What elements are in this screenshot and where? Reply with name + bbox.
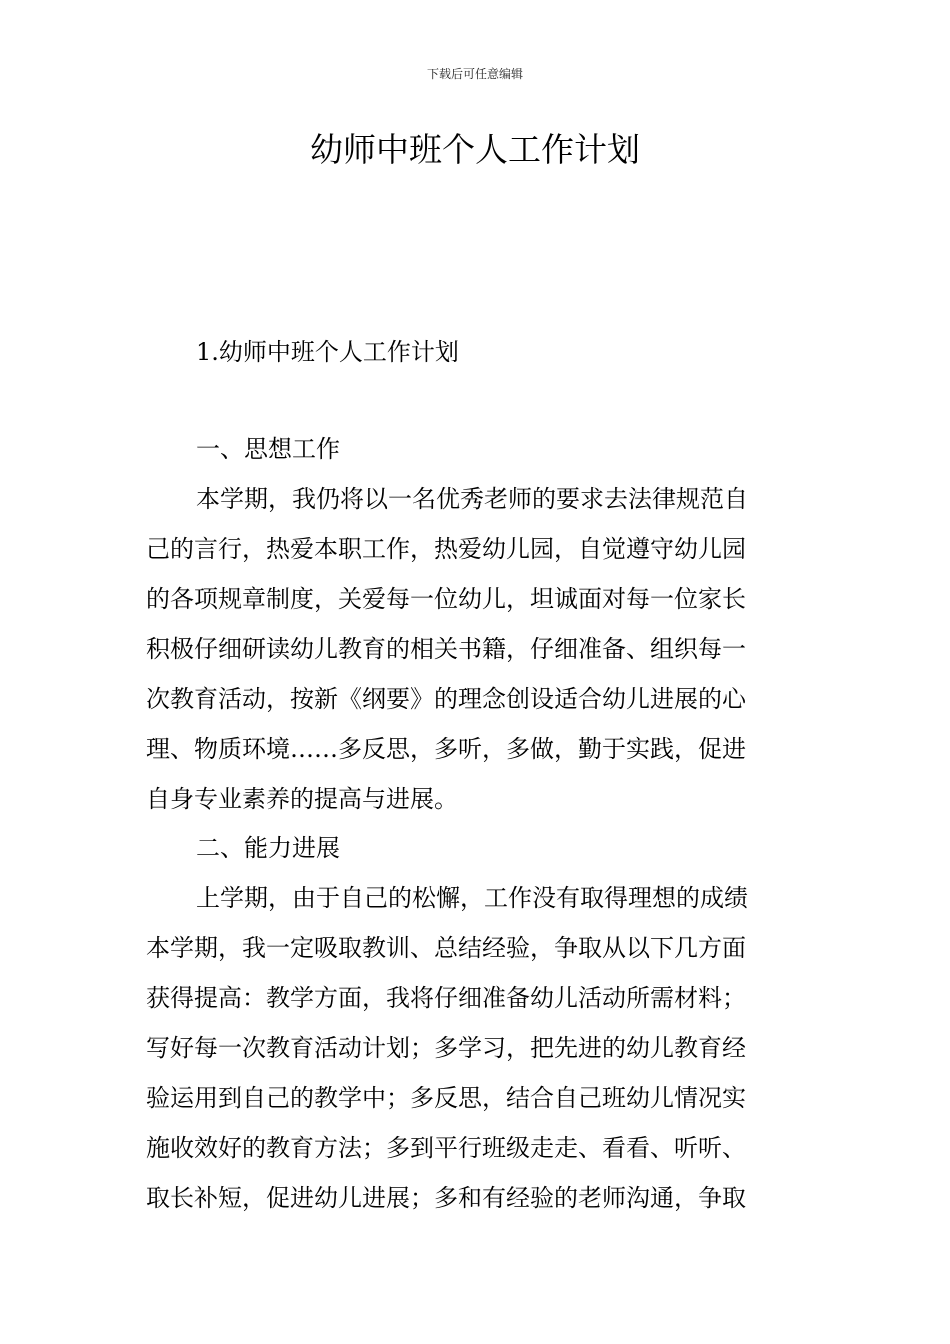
paragraph-line: 的各项规章制度，关爱每一位幼儿，坦诚面对每一位家长 — [146, 585, 746, 613]
paragraph-line: 积极仔细研读幼儿教育的相关书籍，仔细准备、组织每一 — [146, 635, 746, 663]
paragraph-line: 上学期，由于自己的松懈，工作没有取得理想的成绩 — [196, 884, 748, 912]
paragraph-line: 次教育活动，按新《纲要》的理念创设适合幼儿进展的心 — [146, 685, 746, 713]
paragraph-line: 获得提高：教学方面，我将仔细准备幼儿活动所需材料； — [146, 984, 746, 1012]
download-note: 下载后可任意编辑 — [426, 67, 523, 81]
paragraph-line: 取长补短，促进幼儿进展；多和有经验的老师沟通，争取 — [146, 1184, 746, 1212]
section-paragraph-ability-development — [146, 873, 808, 1223]
paragraph-line: 本学期，我仍将以一名优秀老师的要求去法律规范自 — [196, 485, 748, 513]
paragraph-line: 写好每一次教育活动计划；多学习，把先进的幼儿教育经 — [146, 1034, 746, 1062]
section-paragraph-thought-work — [146, 474, 808, 824]
document-title: 幼师中班个人工作计划 — [310, 130, 640, 169]
section-heading-thought-work: 一、思想工作 — [196, 435, 340, 463]
section-heading-ability-development: 二、能力进展 — [196, 834, 340, 862]
paragraph-line: 己的言行，热爱本职工作，热爱幼儿园，自觉遵守幼儿园 — [146, 535, 746, 563]
paragraph-line: 施收效好的教育方法；多到平行班级走走、看看、听听、 — [146, 1134, 746, 1162]
paragraph-line: 验运用到自己的教学中；多反思，结合自己班幼儿情况实 — [146, 1084, 746, 1112]
paragraph-line: 理、物质环境……多反思，多听，多做，勤于实践，促进 — [146, 735, 746, 763]
paragraph-line: 自身专业素养的提高与进展。 — [146, 785, 458, 813]
paragraph-line: 本学期，我一定吸取教训、总结经验，争取从以下几方面 — [146, 934, 746, 962]
document-subtitle: 1.幼师中班个人工作计划 — [196, 338, 459, 366]
